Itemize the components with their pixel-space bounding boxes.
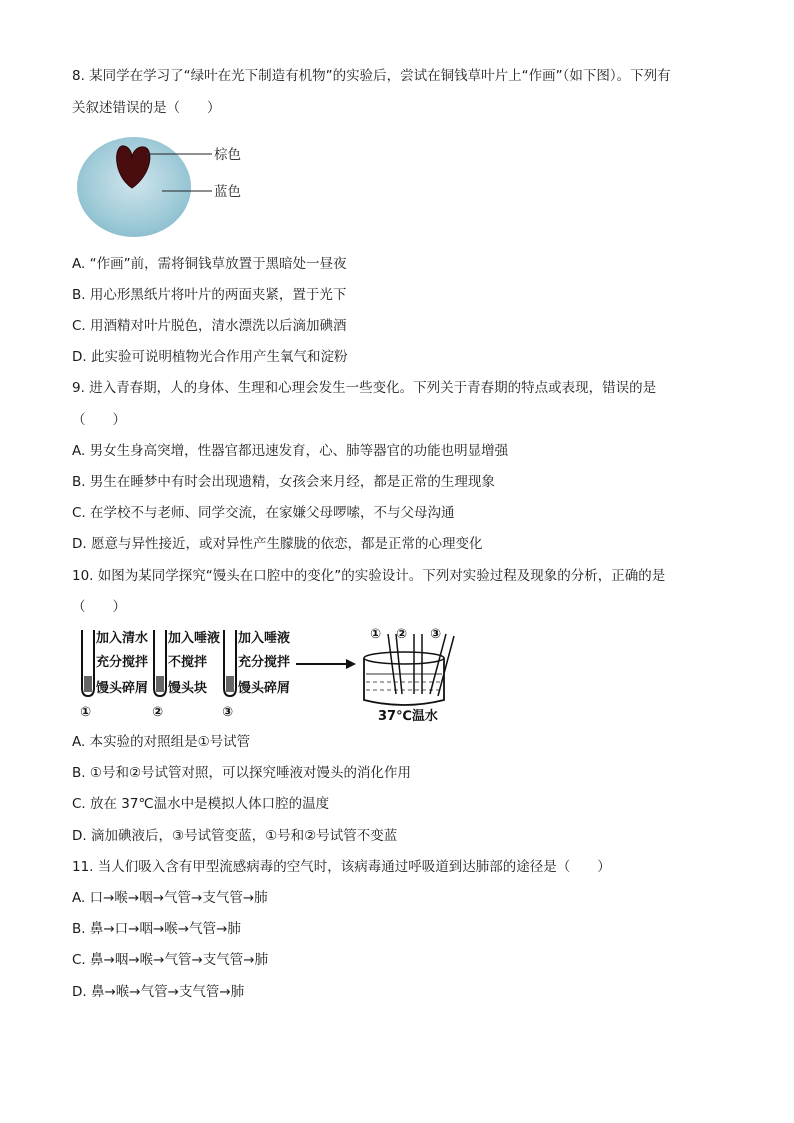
question-10-option-c: C. 放在 37℃温水中是模拟人体口腔的温度 bbox=[72, 796, 330, 812]
question-8-stem-line1: 8. 某同学在学习了“绿叶在光下制造有机物”的实验后，尝试在铜钱草叶片上“作画”（如下图）。下列有 bbox=[72, 68, 671, 84]
water-beaker bbox=[364, 627, 454, 724]
beaker-tube-1-number: ① bbox=[370, 627, 382, 642]
question-9-option-a: A. 男女生身高突增，性器官都迅速发育，心、肺等器官的功能也明显增强 bbox=[72, 443, 509, 459]
question-9-option-c: C. 在学校不与老师、同学交流，在家嫌父母啰嗦，不与父母沟通 bbox=[72, 505, 455, 521]
question-10-option-b: B. ①号和②号试管对照，可以探究唾液对馒头的消化作用 bbox=[72, 765, 412, 781]
question-8-stem-line2: 关叙述错误的是（ ） bbox=[72, 100, 221, 116]
tube-1-number: ① bbox=[80, 705, 92, 720]
tube-3-number: ③ bbox=[222, 705, 234, 720]
question-9-stem-line2: （ ） bbox=[72, 412, 126, 428]
label-brown: 棕色 bbox=[214, 147, 241, 163]
experiment-figure bbox=[74, 624, 474, 724]
tube-2-number: ② bbox=[152, 705, 164, 720]
tube-3-line2: 充分搅拌 bbox=[238, 655, 291, 670]
label-blue: 蓝色 bbox=[214, 184, 241, 200]
question-8-option-c: C. 用酒精对叶片脱色，清水漂洗以后滴加碘酒 bbox=[72, 318, 347, 334]
question-11-stem: 11. 当人们吸入含有甲型流感病毒的空气时，该病毒通过呼吸道到达肺部的途径是（ ） bbox=[72, 859, 611, 875]
question-8-option-d: D. 此实验可说明植物光合作用产生氧气和淀粉 bbox=[72, 349, 348, 365]
question-10-stem-line1: 10. 如图为某同学探究“馒头在口腔中的变化”的实验设计。下列对实验过程及现象的分析，正确的是 bbox=[72, 568, 666, 584]
tube-1-line2: 充分搅拌 bbox=[96, 655, 149, 670]
question-9-option-b: B. 男生在睡梦中有时会出现遗精，女孩会来月经，都是正常的生理现象 bbox=[72, 474, 495, 490]
test-tube-3 bbox=[222, 630, 290, 720]
leaf-drawing bbox=[74, 132, 274, 242]
tube-1-line1: 加入清水 bbox=[96, 631, 149, 646]
question-9-option-d: D. 愿意与异性接近，或对异性产生朦胧的依恋，都是正常的心理变化 bbox=[72, 536, 483, 552]
question-11-option-d: D. 鼻→喉→气管→支气管→肺 bbox=[72, 984, 245, 1000]
question-11-option-c: C. 鼻→咽→喉→气管→支气管→肺 bbox=[72, 952, 269, 968]
leaf-figure bbox=[74, 132, 274, 242]
tube-2-line3: 馒头块 bbox=[168, 681, 208, 696]
question-10-option-d: D. 滴加碘液后，③号试管变蓝，①号和②号试管不变蓝 bbox=[72, 828, 398, 844]
tube-3-line1: 加入唾液 bbox=[238, 631, 291, 646]
question-10-option-a: A. 本实验的对照组是①号试管 bbox=[72, 734, 251, 750]
tube-1-line3: 馒头碎屑 bbox=[96, 681, 149, 696]
beaker-tube-3-number: ③ bbox=[430, 627, 442, 642]
tube-2-line1: 加入唾液 bbox=[168, 631, 221, 646]
question-8-option-b: B. 用心形黑纸片将叶片的两面夹紧，置于光下 bbox=[72, 287, 347, 303]
experiment-drawing bbox=[74, 624, 474, 724]
beaker-tube-2-number: ② bbox=[396, 627, 408, 642]
question-11-option-a: A. 口→喉→咽→气管→支气管→肺 bbox=[72, 890, 268, 906]
tube-3-line3: 馒头碎屑 bbox=[238, 681, 291, 696]
arrow-icon bbox=[296, 659, 356, 669]
water-label: 37℃温水 bbox=[378, 709, 438, 724]
question-9-stem-line1: 9. 进入青春期，人的身体、生理和心理会发生一些变化。下列关于青春期的特点或表现，错误的是 bbox=[72, 380, 657, 396]
test-tube-2 bbox=[152, 630, 220, 720]
test-tube-1 bbox=[80, 630, 148, 720]
question-8-option-a: A. “作画”前，需将铜钱草放置于黑暗处一昼夜 bbox=[72, 256, 347, 272]
tube-2-line2: 不搅拌 bbox=[168, 655, 208, 670]
question-11-option-b: B. 鼻→口→咽→喉→气管→肺 bbox=[72, 921, 241, 937]
question-10-stem-line2: （ ） bbox=[72, 599, 126, 615]
